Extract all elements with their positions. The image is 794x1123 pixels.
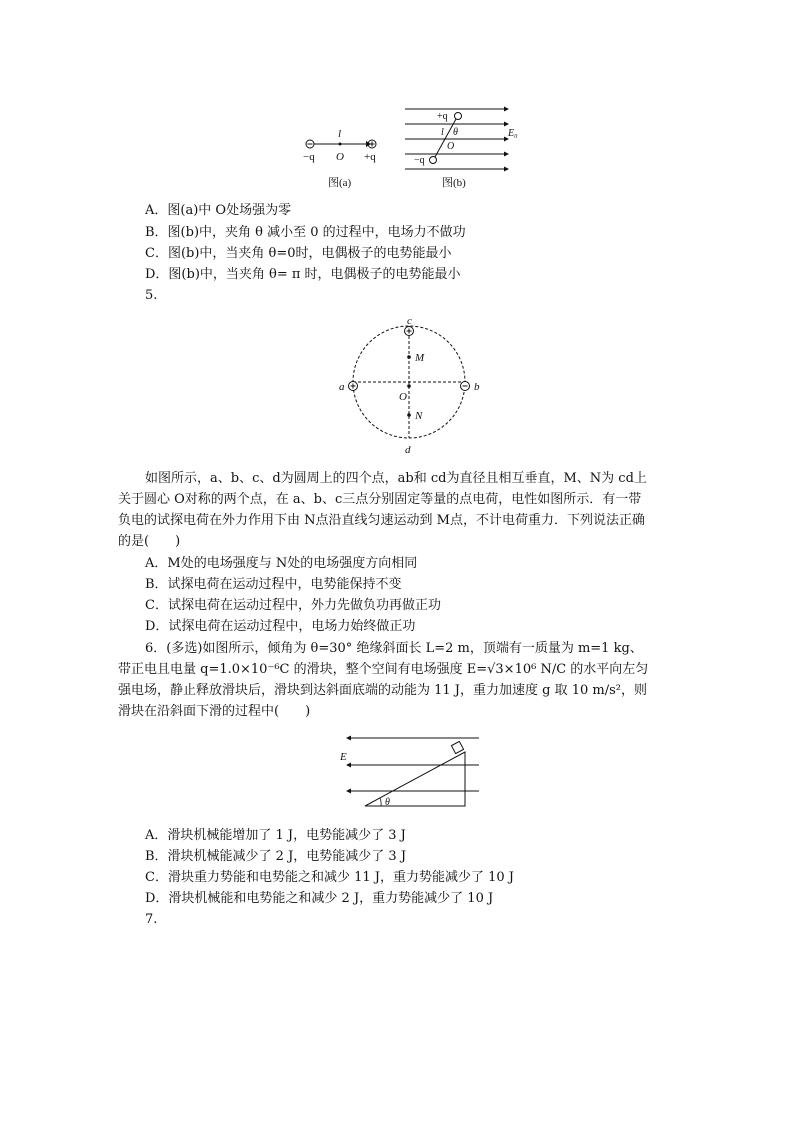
q6-text-4: 滑块在沿斜面下滑的过程中( ) — [118, 704, 311, 719]
neg-charge-b-icon — [430, 157, 437, 164]
label-b: b — [474, 381, 480, 393]
q5-text-2: 关于圆心 O对称的两个点，在 a、b、c三点分别固定等量的点电荷，电性如图所示．有一带 — [118, 492, 642, 507]
q5-option-c: C．试探电荷在运动过程中，外力先做负功再做正功 — [145, 598, 441, 613]
q6-text-2: 带正电且电量 q=1.0×10⁻⁶C 的滑块，整个空间有电场强度 E=√3×10⁶ N/C 的水平向左匀 — [118, 662, 649, 677]
label-a: a — [339, 381, 345, 393]
q5-text-4: 的是( ) — [118, 534, 181, 549]
label-neg-q-b: −q — [414, 155, 425, 166]
q5-number: 5. — [145, 288, 158, 303]
label-N: N — [415, 410, 423, 422]
q6-option-d: D．滑块机械能和电势能之和减少 2 J，重力势能减少了 10 J — [145, 891, 494, 906]
q6-text-1: 6．(多选)如图所示，倾角为 θ=30° 绝缘斜面长 L=2 m，顶端有一质量为 m=1 kg、 — [145, 641, 643, 656]
label-O: O — [336, 151, 344, 163]
q6-option-a: A．滑块机械能增加了 1 J，电势能减少了 3 J — [145, 828, 406, 843]
q5-option-a: A．M处的电场强度与 N处的电场强度方向相同 — [145, 556, 418, 571]
label-l-b: l — [441, 127, 444, 138]
q5-text-3: 负电的试探电荷在外力作用下由 N点沿直线匀速运动到 M点，不计电荷重力．下列说法正确 — [118, 513, 645, 528]
label-neg-q: −q — [303, 151, 315, 163]
q5-text-1: 如图所示，a、b、c、d为圆周上的四个点，ab和 cd为直径且相互垂直，M、N为 cd上 — [145, 471, 647, 486]
label-d: d — [405, 444, 411, 456]
figure-b — [400, 102, 530, 192]
label-theta-b: θ — [453, 127, 458, 138]
label-theta-q6: θ — [385, 797, 390, 808]
label-E0: E₀ — [508, 128, 518, 139]
label-E: E — [340, 751, 347, 763]
label-pos-q: +q — [364, 151, 376, 163]
label-M: M — [415, 352, 425, 364]
incline-triangle — [365, 752, 465, 806]
q4-option-b: B．图(b)中，夹角 θ 减小至 0 的过程中，电场力不做功 — [145, 225, 466, 240]
slider-block — [451, 741, 463, 753]
q5-option-b: B．试探电荷在运动过程中，电势能保持不变 — [145, 577, 402, 592]
q4-option-a: A．图(a)中 O处场强为零 — [145, 203, 292, 218]
q6-option-b: B．滑块机械能减少了 2 J，电势能减少了 3 J — [145, 849, 407, 864]
q6-text-3: 强电场，静止释放滑块后，滑块到达斜面底端的动能为 11 J，重力加速度 g 取 10 m/s²，则 — [118, 683, 648, 698]
label-O-q5: O — [399, 391, 407, 403]
figure-q5-circle — [335, 315, 485, 456]
figure-q6-incline — [335, 732, 485, 812]
label-l: l — [338, 128, 342, 140]
figure-a — [300, 128, 390, 192]
q4-option-d: D．图(b)中，当夹角 θ= π 时，电偶极子的电势能最小 — [145, 267, 461, 282]
q5-option-d: D．试探电荷在运动过程中，电场力始终做正功 — [145, 619, 416, 634]
label-O-b: O — [447, 141, 455, 152]
q6-option-c: C．滑块重力势能和电势能之和减少 11 J，重力势能减少了 10 J — [145, 870, 514, 885]
q7-number: 7. — [145, 912, 158, 927]
caption-a: 图(a) — [328, 177, 352, 189]
q4-option-c: C．图(b)中，当夹角 θ=0时，电偶极子的电势能最小 — [145, 246, 452, 261]
label-pos-q-b: +q — [437, 111, 448, 122]
label-c: c — [407, 315, 412, 327]
caption-b: 图(b) — [442, 177, 466, 189]
pos-charge-b-icon — [455, 113, 462, 120]
